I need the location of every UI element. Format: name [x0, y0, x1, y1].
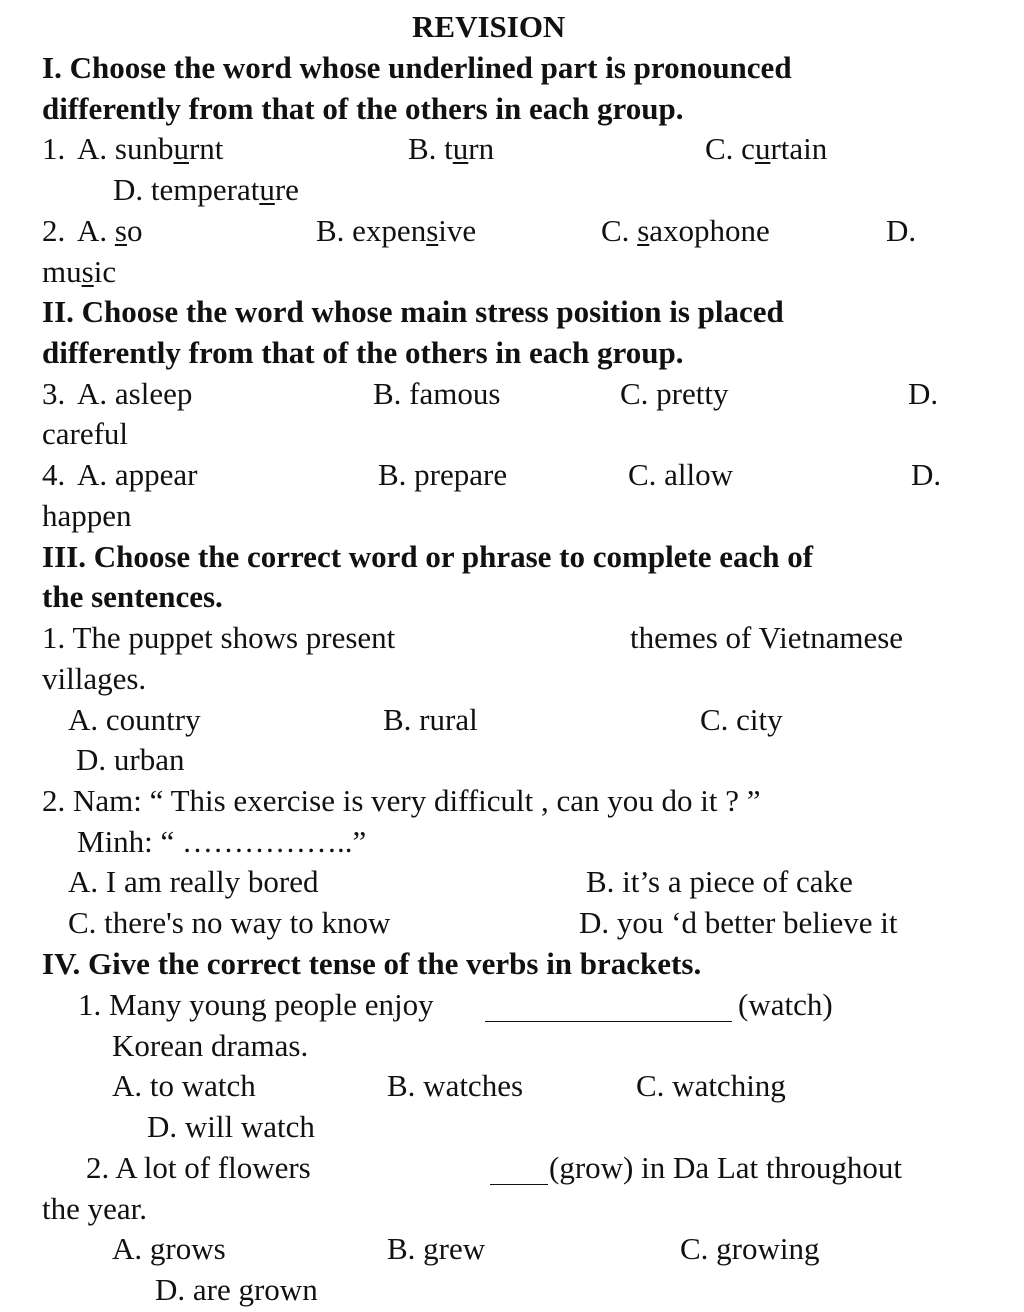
question-1-option-a: A. sunburnt: [77, 131, 224, 166]
s4-question-1-option-a: A. to watch: [112, 1068, 256, 1103]
s3-question-2-option-a: A. I am really bored: [68, 864, 319, 899]
s4-question-2-answer-blank: [490, 1148, 548, 1185]
section-2-heading-line-2: differently from that of the others in each group.: [42, 335, 684, 370]
question-4-option-d-label: D.: [911, 457, 942, 492]
s3-question-1-stem-cont: villages.: [42, 661, 147, 696]
question-3-option-c: C. pretty: [620, 376, 729, 411]
s4-question-1-answer-blank: [485, 985, 732, 1022]
s4-question-2-stem-right: (grow) in Da Lat throughout: [549, 1150, 902, 1185]
s4-question-2-stem-left: 2. A lot of flowers: [86, 1150, 311, 1185]
question-4-option-d-word: happen: [42, 498, 132, 533]
s3-question-2-option-d: D. you ‘d better believe it: [579, 905, 898, 940]
question-4-option-a: A. appear: [77, 457, 198, 492]
s3-question-2-line-2: Minh: “ ……………..”: [77, 824, 367, 859]
s3-question-1-option-d: D. urban: [76, 742, 185, 777]
question-1-number: 1.: [42, 131, 66, 166]
question-4-option-c: C. allow: [628, 457, 734, 492]
question-2-option-d-word: music: [42, 254, 117, 289]
question-1-option-c: C. curtain: [705, 131, 828, 166]
s3-question-2-line-1: 2. Nam: “ This exercise is very difficult , can you do it ? ”: [42, 783, 761, 818]
question-3-option-d-label: D.: [908, 376, 939, 411]
question-3-option-a: A. asleep: [77, 376, 193, 411]
s3-question-1-stem-left: 1. The puppet shows present: [42, 620, 396, 655]
question-2-option-d-label: D.: [886, 213, 917, 248]
section-4-heading: IV. Give the correct tense of the verbs in brackets.: [42, 946, 702, 981]
s3-question-1-option-b: B. rural: [383, 702, 478, 737]
section-1-heading-line-1: I. Choose the word whose underlined part is pronounced: [42, 50, 792, 85]
question-4-option-b: B. prepare: [378, 457, 508, 492]
s4-question-2-stem-cont: the year.: [42, 1191, 148, 1226]
s4-question-1-option-d: D. will watch: [147, 1109, 315, 1144]
question-2-option-b: B. expensive: [316, 213, 477, 248]
s4-question-1-option-b: B. watches: [387, 1068, 524, 1103]
s3-question-2-option-c: C. there's no way to know: [68, 905, 391, 940]
s3-question-2-option-b: B. it’s a piece of cake: [586, 864, 853, 899]
section-3-heading-line-2: the sentences.: [42, 579, 223, 614]
s4-question-1-stem-left: 1. Many young people enjoy: [78, 987, 434, 1022]
question-4-number: 4.: [42, 457, 66, 492]
s4-question-1-hint: (watch): [738, 987, 833, 1022]
s3-question-1-option-a: A. country: [68, 702, 201, 737]
s4-question-2-option-b: B. grew: [387, 1231, 486, 1266]
s4-question-2-option-a: A. grows: [112, 1231, 226, 1266]
question-2-option-a: A. so: [77, 213, 143, 248]
question-2-option-c: C. saxophone: [601, 213, 770, 248]
question-3-option-b: B. famous: [373, 376, 501, 411]
section-1-heading-line-2: differently from that of the others in each group.: [42, 91, 684, 126]
s4-question-1-stem-cont: Korean dramas.: [112, 1028, 309, 1063]
question-2-number: 2.: [42, 213, 66, 248]
s4-question-2-option-d: D. are grown: [155, 1272, 318, 1307]
page-title: REVISION: [412, 9, 566, 44]
s4-question-1-option-c: C. watching: [636, 1068, 786, 1103]
s3-question-1-option-c: C. city: [700, 702, 783, 737]
section-3-heading-line-1: III. Choose the correct word or phrase to complete each of: [42, 539, 814, 574]
section-2-heading-line-1: II. Choose the word whose main stress position is placed: [42, 294, 784, 329]
question-1-option-b: B. turn: [408, 131, 495, 166]
question-3-option-d-word: careful: [42, 416, 129, 451]
question-1-option-d: D. temperature: [113, 172, 299, 207]
s4-question-2-option-c: C. growing: [680, 1231, 820, 1266]
s3-question-1-stem-right: themes of Vietnamese: [630, 620, 904, 655]
question-3-number: 3.: [42, 376, 66, 411]
